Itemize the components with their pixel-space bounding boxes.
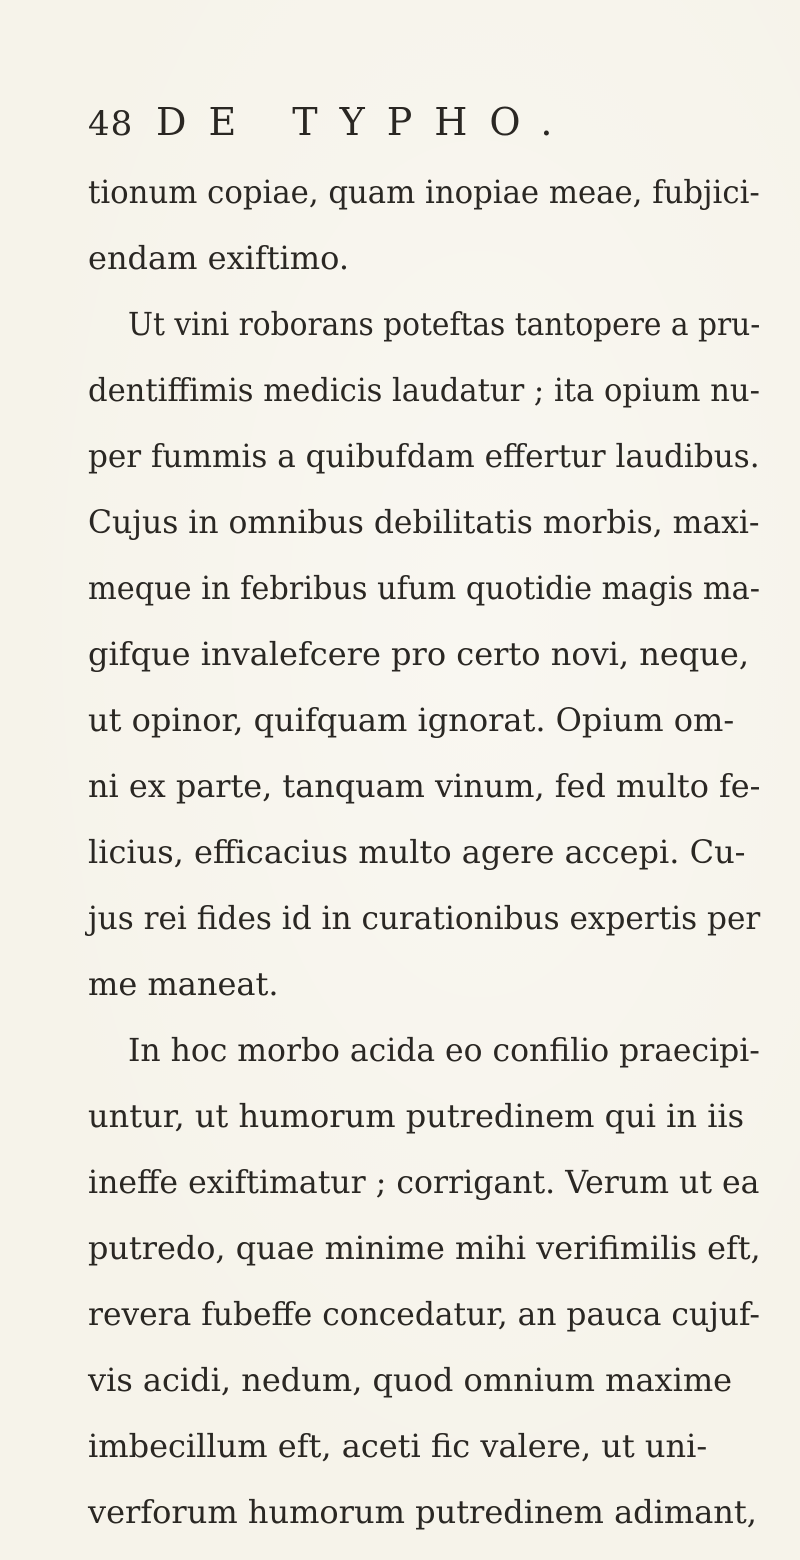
- text-line: putredo, quae minime mihi verifimilis eft,: [88, 1229, 761, 1267]
- text-line: me maneat.: [88, 965, 279, 1003]
- text-line: meque in febribus ufum quotidie magis ma-: [88, 569, 760, 607]
- text-line: ineffe exiftimatur ; corrigant. Verum ut ea: [88, 1163, 760, 1201]
- text-line: verforum humorum putredinem adimant,: [88, 1493, 757, 1531]
- running-title: DE TYPHO.: [156, 100, 575, 144]
- text-line: per fummis a quibufdam effertur laudibus.: [88, 437, 760, 475]
- text-line: Cujus in omnibus debilitatis morbis, maxi-: [88, 503, 760, 541]
- text-line: gifque invalefcere pro certo novi, neque,: [88, 635, 749, 673]
- text-line: Ut vini roborans poteftas tantopere a pru-: [128, 305, 761, 343]
- text-line: dentiffimis medicis laudatur ; ita opium nu-: [88, 371, 760, 409]
- text-line: imbecillum eft, aceti fic valere, ut uni-: [88, 1427, 708, 1465]
- text-line: jus rei fides id in curationibus expertis per: [88, 899, 761, 937]
- text-line: vis acidi, nedum, quod omnium maxime: [88, 1361, 733, 1399]
- text-line: endam exiftimo.: [88, 239, 349, 277]
- text-line: tionum copiae, quam inopiae meae, fubjici-: [88, 173, 760, 211]
- page-number: 48: [88, 104, 134, 144]
- text-line: ni ex parte, tanquam vinum, fed multo fe-: [88, 767, 761, 805]
- text-line: revera fubeffe concedatur, an pauca cujuf-: [88, 1295, 760, 1333]
- text-line: licius, efficacius multo agere accepi. Cu-: [88, 833, 746, 871]
- text-line: ut opinor, quifquam ignorat. Opium om-: [88, 701, 735, 739]
- text-line: In hoc morbo acida eo confilio praecipi-: [128, 1031, 760, 1069]
- text-line: untur, ut humorum putredinem qui in iis: [88, 1097, 745, 1135]
